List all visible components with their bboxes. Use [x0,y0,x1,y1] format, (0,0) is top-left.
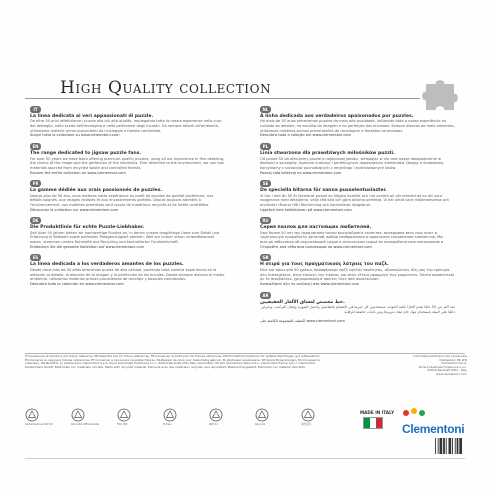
block-title: Серия пазлов для настоящих любителей. [260,225,372,231]
barcode-bar [435,438,436,454]
language-code-badge: IT [30,106,41,113]
recycling-label: Carta/Cartone PAP 20 [25,423,53,426]
collection-link-text: Upptäck hela kollektionen på www.clementoni.com [260,207,352,212]
barcode-bar [438,438,439,454]
page-title: High Quality collection [60,78,272,98]
cn-text-icon [301,408,315,422]
language-code-badge: NL [260,106,271,113]
language-block-gr [260,254,455,286]
barcode-bar [440,438,443,454]
recycling-label: 请勿丢弃 [301,423,312,426]
bottom-divider [25,458,465,459]
barcode-bar [446,438,447,454]
language-code-badge: GR [260,254,271,261]
recycling-label: Recycle [255,423,265,426]
barcode-bar [457,438,459,454]
block-description: Εδώ και πάνω από 50 χρόνια, προσφέρουμε παζλ υψηλής ποιότητας, αξιοποιώντας όλη μας την εμπειρία στη λεπτομέρεια, στην επιλογή της εικόνας και στην τέλεια εφαρμογή των κομματιών. Πάντα προσεκτικοί με το περιβάλλον, χρησιμοποιούμε πρώτες ύλες από ανακύκλωση. [260,267,455,282]
block-title: Linia stworzona dla prawdziwych miłośników puzzli. [260,151,395,157]
company-info-line: Clementoni HK LTD [439,357,467,362]
language-code-badge: SE [260,180,271,187]
recycling-icon [25,408,39,422]
company-info-line: 62019 Recanati (MC) - Italy [427,368,467,373]
barcode-icon [435,438,471,454]
block-description: Da oltre 50 anni effettuiamo i puzzle alla più alta qualità, impiegando tutta la nostra esperienza nella cura del dettaglio, nella scelta dell'immagine e nella perfezione degli incastri. Da sempre attenti all'ambiente, utilizziamo materie prime provenienti da riciclaggio e foreste controllate. [30,119,222,133]
collection-link-text: Scopri tutta la collezione su www.clementoni.com [30,133,120,138]
made-in-label: MADE IN ITALY [360,410,395,415]
language-block-it [30,106,225,138]
block-title: La línea dedicada a los verdaderos amantes de los puzzles. [30,262,184,268]
language-block-ar [260,292,455,324]
language-block-ru [260,217,455,249]
footer-company-info [352,355,467,377]
recycling-symbols [25,408,355,436]
brand-name: Clementoni [402,422,465,436]
block-title: Η σειρά για τους πραγματικούς λάτρεις του παζλ. [260,262,389,268]
tidyman-icon [71,408,85,422]
recycling-label: Raccolta differenziata [71,423,100,426]
block-title: De speciella bitarna för sanna pusselentusiaster. [260,188,387,194]
language-code-badge: DE [30,217,41,224]
recycling-label: Triman [163,423,172,426]
collection-link-text: Découvrez la collection sur www.clementoni.com [30,207,119,212]
barcode-bar [452,438,453,454]
barcode-bar [459,438,462,454]
block-title: A linha dedicada aos verdadeiros apaixonados por puzzles. [260,114,414,119]
triman-icon [163,408,177,422]
recycling-label: FSC MIX [117,423,128,426]
company-info-line: Zona Industriale Fontenoce s.n.c. [418,364,467,369]
block-title: The range dedicated to jigsaw puzzle fans. [30,151,142,157]
collection-link-text: Poznaj całą kolekcję na www.clementoni.com [260,170,342,175]
language-block-fr [30,180,225,212]
collection-link-text: Descubra toda a coleção em www.clementoni.com [260,133,352,138]
right-text-column [260,106,455,329]
company-info-line: Clementoni S.p.A. [441,361,467,366]
block-description: Уже более 50 лет мы предлагаем пазлы высочайшего качества, вкладывая весь наш опыт в тщательную проработку деталей, выбор изображения и идеальное соединение элементов. Мы всегда заботимся об окружающей среде и используем сырьё из переработанных материалов и [260,230,444,245]
fsc-icon [117,408,131,422]
paper-icon [209,408,223,422]
block-description: For over 50 years we have been offering premium-quality puzzles, using all our experience in fine detailing, the choice of the image and the perfection of the interlocks. Ever attentive to the environment, we use raw materials sourced from recycled waste and controlled forests. [30,156,225,170]
language-block-se [260,180,455,212]
language-code-badge: FR [30,180,41,187]
collection-link-text: Descubre toda la colección en www.clementoni.com [30,281,124,286]
language-code-badge: ES [30,254,41,261]
flag-stripe [376,418,382,428]
left-text-column [30,106,225,292]
block-description: Seit über 50 Jahren bieten wir hochwertige Puzzles an, in denen unsere langjährige Liebe zum Detail und Erfahrung in Bildwahl sowie perfekten Passgenauigkeit stecken. Weil wir immer schon umweltbewusst waren, stammen unsere Rohstoffe aus Recycling und kontrollierter Forstwirtschaft. [30,230,220,245]
footer-legal-text: IT-Conservare le istruzioni per future referenze. EN-Keep the box for future references. FR-Conserver la boîte pour de futures références. DE-Produktinformationen für spätere Nachfragen gut aufbewahren. ES-Conserve la caja para futuras referencias. PT-Conservar a caixa para consultas futuras. NL-Bewaar de doos voor toekomstig gebruik. PL-Zachować opakowanie. SE-Spara förpackningen. RU-Сохраните упаковку. GR-Φυλάξτε τη συσκευασία. Clementoni S.p.A. Zona Industriale Fontenoce s.n.c. 62019 Recanati (MC) Italy. Clementoni UK Ltd. Clementoni Iberica S.L. Clementoni France S.a.r.l. Clementoni Deutschland GmbH. Fabbricato con materiale riciclato. Made with recycled material. Fabriqué avec des matériaux recyclés. Aus recyceltem Material hergestellt. Fabricado con material reciclado. [25,355,321,369]
language-block-en [30,143,225,175]
language-code-badge: RU [260,217,271,224]
recycling-label: PAP 21 [209,423,218,426]
language-block-pl [260,143,455,175]
title-divider [25,98,420,99]
italy-flag [363,417,383,429]
block-description: Depuis plus de 50 ans, nous mettons notre expérience au profit de puzzles de qualité supérieure, aux détails soignés, aux images choisies et aux encastrements parfaits. Depuis toujours attentifs à l'environnement, nos matières premières sont issues de matériaux recyclés et de forêts contrôlées. [30,193,214,208]
barcode-bar [449,438,452,454]
barcode-bar [443,438,445,454]
company-info-line: Informazioni/istruzioni da conservare [413,354,467,358]
block-title: La gamme dédiée aux vrais passionnés de puzzles. [30,188,163,194]
block-title: La linea dedicata ai veri appassionati di puzzle. [30,114,154,119]
footer-divider [25,353,465,354]
recycle-arrows-icon [255,408,269,422]
language-code-badge: AR [260,292,271,299]
collection-link-text: Entdecken Sie die gesamte Kollektion auf www.clementoni.com [30,244,145,249]
block-description: Há mais de 50 anos oferecemos puzzles da mais alta qualidade, utilizando toda a nossa experiência no cuidado ao detalhe, na escolha da imagem e na perfeição dos encaixes. Sempre atentos ao meio ambiente, utilizamos matérias-primas provenientes de reciclagem e florestas controladas. [260,119,455,133]
collection-link-text: اكتشف المجموعة الكاملة على www.clementoni.com [260,318,345,323]
block-description: Desde hace más de 50 años ofrecemos puzles de alta calidad, poniendo toda nuestra experiencia en la atención al detalle, la elección de la imagen y la perfección de los encajes. Desde siempre atentos al medio ambiente, utilizamos materias primas procedentes de reciclaje y bosques controlados. [30,267,225,282]
block-description: منذ أكثر من 50 عامًا نقدم ألغازًا عالية الجودة، مستخدمين كل خبرتنا في الاهتمام بالتفاصيل واختيار الصورة وإتقان التركيب. ونحرص دائمًا على البيئة باستخدام مواد خام معاد تدويرها ومن غابات خاضعة للرقابة. [261,304,455,314]
language-block-es [30,254,225,286]
language-code-badge: PL [260,143,271,150]
block-description: Vi har i mer än 50 år levererat pussel av högsta kvalitet och har använt all vår erfarenhet av att vara noggranna med detaljerna, välja rätt bild och göra bitarna perfekta. Vi har alltid varit miljömedvetna och använder råvaror från återvinning och kontrollerat skogsbruk. [260,193,450,208]
collection-link-text: Explore the entire collection on www.clementoni.com [30,170,126,175]
collection-link-text: Ανακαλύψτε όλη τη συλλογή στο www.clementoni.com [260,281,360,286]
block-title: Die Produktlinie für echte Puzzle-Liebhaber. [30,225,145,231]
language-code-badge: EN [30,143,41,150]
collection-link-text: Откройте для себя всю коллекцию на www.clementoni.com [260,244,372,249]
company-info-line: www.clementoni.com [436,371,467,376]
language-block-de [30,217,225,249]
language-block-nl [260,106,455,138]
barcode-bar [455,438,456,454]
block-description: Od ponad 50 lat oferujemy puzzle o najwyższej jakości, wkładając w nie całe nasze doświadczenie w dbałości o szczegóły, wyborze ilustracji i perfekcyjnym dopasowaniu elementów. Dbając o środowisko, korzystamy z surowców pochodzących z recyklingu i kontrolowanych lasów. [260,156,445,170]
block-title: خط مخصص لعشاق الألغاز الحقيقيين. [260,299,345,305]
